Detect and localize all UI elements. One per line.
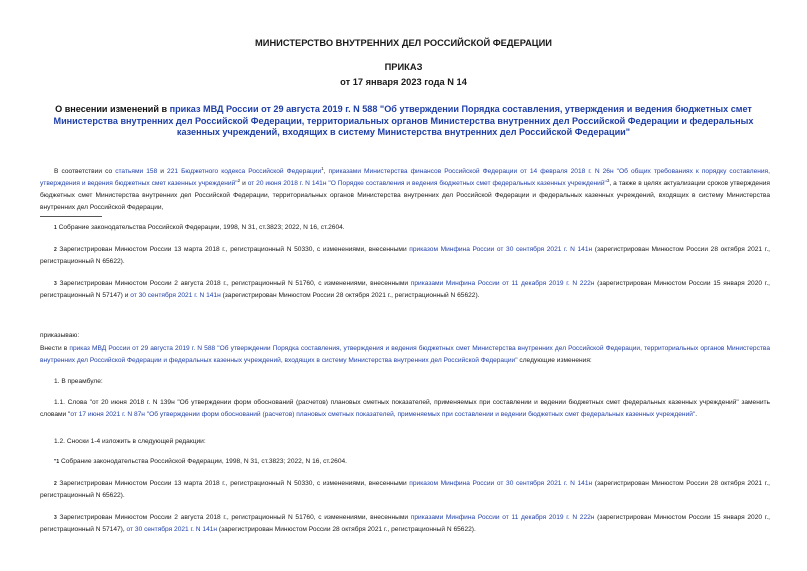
date-number-heading: от 17 января 2023 года N 14 — [340, 77, 467, 87]
footnote-top-2 — [40, 244, 770, 268]
footnote-bottom-2 — [40, 478, 770, 502]
footnote-mark: 2 — [54, 247, 57, 253]
intro-text-3: , — [323, 168, 329, 175]
footnote-divider — [40, 216, 102, 217]
footnote-text: (зарегистрирован Минюстом России 15 января 2020 г., регистрационный N 57147) и — [40, 280, 770, 299]
link-minfin-141n[interactable]: от 20 июня 2018 г. N 141н "О Порядке составления и ведения бюджетных смет федеральных казенных учреждений" — [247, 180, 607, 187]
footnote-text: Собрание законодательства Российской Федерации, 1998, N 31, ст.3823; 2022, N 16, ст.2604. — [58, 224, 345, 231]
footnote-link[interactable]: приказом Минфина России от 30 сентября 2021 г. N 141н — [409, 480, 593, 487]
footnote-text: Зарегистрирован Минюстом России 13 марта 2018 г., регистрационный N 50330, с изменениями, внесенными — [59, 246, 410, 253]
footnote-mark: 3 — [54, 515, 57, 521]
footnote-mark: 1 — [54, 225, 57, 231]
title-order-link[interactable]: приказ МВД России от 29 августа 2019 г. N 588 "Об утверждении Порядка составления, утверждения и ведения бюджетных смет Министерства внутренних дел Российской Федерации, территориальных органов Министерства внутренних дел Российской Федерации и федеральных казенных учреждений, входящих в систему Министерства внутренних дел Российской Федерации" — [53, 104, 754, 137]
ministry-heading: МИНИСТЕРСТВО ВНУТРЕННИХ ДЕЛ РОССИЙСКОЙ ФЕДЕРАЦИИ — [255, 38, 552, 48]
item-1-1 — [40, 397, 770, 421]
footnote-ref-2[interactable]: 2 — [237, 178, 241, 183]
item-1-1-end: . — [695, 411, 698, 418]
footnote-text: (зарегистрирован Минюстом России 28 октября 2021 г., регистрационный N 65622). — [40, 246, 770, 265]
footnote-link[interactable]: приказами Минфина России от 11 декабря 2019 г. N 222н — [410, 514, 595, 521]
footnote-top-3 — [40, 278, 770, 302]
footnote-text: (зарегистрирован Минюстом России 15 января 2020 г., регистрационный N 57147), — [40, 514, 770, 533]
order-text-1: Внести в — [40, 345, 70, 352]
order-text-2: следующие изменения: — [517, 357, 592, 364]
footnote-text: Зарегистрирован Минюстом России 13 марта 2018 г., регистрационный N 50330, с изменениями, внесенными — [59, 480, 410, 487]
footnote-text: (зарегистрирован Минюстом России 28 октября 2021 г., регистрационный N 65622). — [40, 480, 770, 499]
item-1-1-text: 1.1. Слова "от 20 июня 2018 г. N 139н "Об утверждении форм обоснований (расчетов) плановых сметных показателей, применяемых при составлении и ведении бюджетных смет федеральных казенных учреждений" заменить словами " — [40, 399, 770, 418]
footnote-bottom-3 — [40, 512, 770, 536]
footnote-bottom-1 — [40, 456, 770, 468]
intro-text-5: , а также в целях актуализации сроков утверждения бюджетных смет Министерства внутренних дел Российской Федерации, территориальных органов Министерства внутренних дел Российской Федерации и федеральных казенных учреждений, входящих в систему Министерства внутренних дел Российской Федерации, — [40, 180, 770, 211]
intro-text-2: и — [157, 168, 168, 175]
footnote-mark: 3 — [54, 281, 57, 287]
footnote-ref-1[interactable]: 1 — [321, 166, 324, 171]
footnote-text: Собрание законодательства Российской Федерации, 1998, N 31, ст.3823; 2022, N 16, ст.2604. — [61, 458, 348, 465]
footnote-link[interactable]: приказом Минфина России от 30 сентября 2021 г. N 141н — [409, 246, 593, 253]
footnote-text: Зарегистрирован Минюстом России 2 августа 2018 г., регистрационный N 51760, с изменениями, внесенными — [59, 514, 411, 521]
link-order-588[interactable]: приказ МВД России от 29 августа 2019 г. N 588 "Об утверждении Порядка составления, утверждения и ведения бюджетных смет Министерства внутренних дел Российской Федерации, территориальных органов Министерства внутренних дел Российской Федерации и федеральных казенных учреждений, входящих в систему Министерства внутренних дел Российской Федерации" — [40, 345, 770, 364]
link-minfin-26n[interactable]: приказами Министерства финансов Российской Федерации от 14 февраля 2018 г. N 26н "Об общих требованиях к порядку составления, утверждения и ведения бюджетных смет казенных учреждений" — [40, 168, 770, 187]
footnote-text: (зарегистрирован Минюстом России 28 октября 2021 г., регистрационный N 65622). — [220, 292, 480, 299]
footnote-mark: 2 — [54, 481, 57, 487]
prikazyvayu-line: приказываю: — [40, 332, 80, 339]
order-paragraph — [40, 343, 770, 367]
footnote-text: Зарегистрирован Минюстом России 2 августа 2018 г., регистрационный N 51760, с изменениями, внесенными — [59, 280, 411, 287]
intro-paragraph — [40, 166, 770, 214]
footnote-link[interactable]: приказами Минфина России от 11 декабря 2019 г. N 222н — [410, 280, 595, 287]
doc-type-heading: ПРИКАЗ — [384, 62, 423, 72]
link-article-221[interactable]: 221 Бюджетного кодекса Российской Федерации — [167, 168, 322, 175]
footnote-text: (зарегистрирован Минюстом России 28 октября 2021 г., регистрационный N 65622). — [217, 526, 476, 533]
footnote-mark: "1 — [54, 459, 60, 465]
footnote-link[interactable]: от 30 сентября 2021 г. N 141н — [126, 526, 218, 533]
document-title — [48, 104, 759, 139]
link-article-158[interactable]: статьями 158 — [115, 168, 158, 175]
title-prefix: О внесении изменений в — [55, 104, 170, 114]
footnote-link[interactable]: от 30 сентября 2021 г. N 141н — [130, 292, 221, 299]
item-1-2: 1.2. Сноски 1-4 изложить в следующей редакции: — [54, 438, 206, 445]
intro-text-1: В соответствии со — [54, 168, 116, 175]
footnote-ref-3[interactable]: 3 — [606, 178, 610, 183]
intro-text-4: и — [240, 180, 248, 187]
footnote-top-1 — [40, 222, 770, 234]
link-minfin-87n[interactable]: от 17 июня 2021 г. N 87н "Об утверждении форм обоснований (расчетов) плановых сметных показателей, применяемых при составлении и ведении бюджетных смет федеральных казенных учреждений" — [70, 411, 696, 418]
item-1: 1. В преамбуле: — [54, 378, 103, 385]
